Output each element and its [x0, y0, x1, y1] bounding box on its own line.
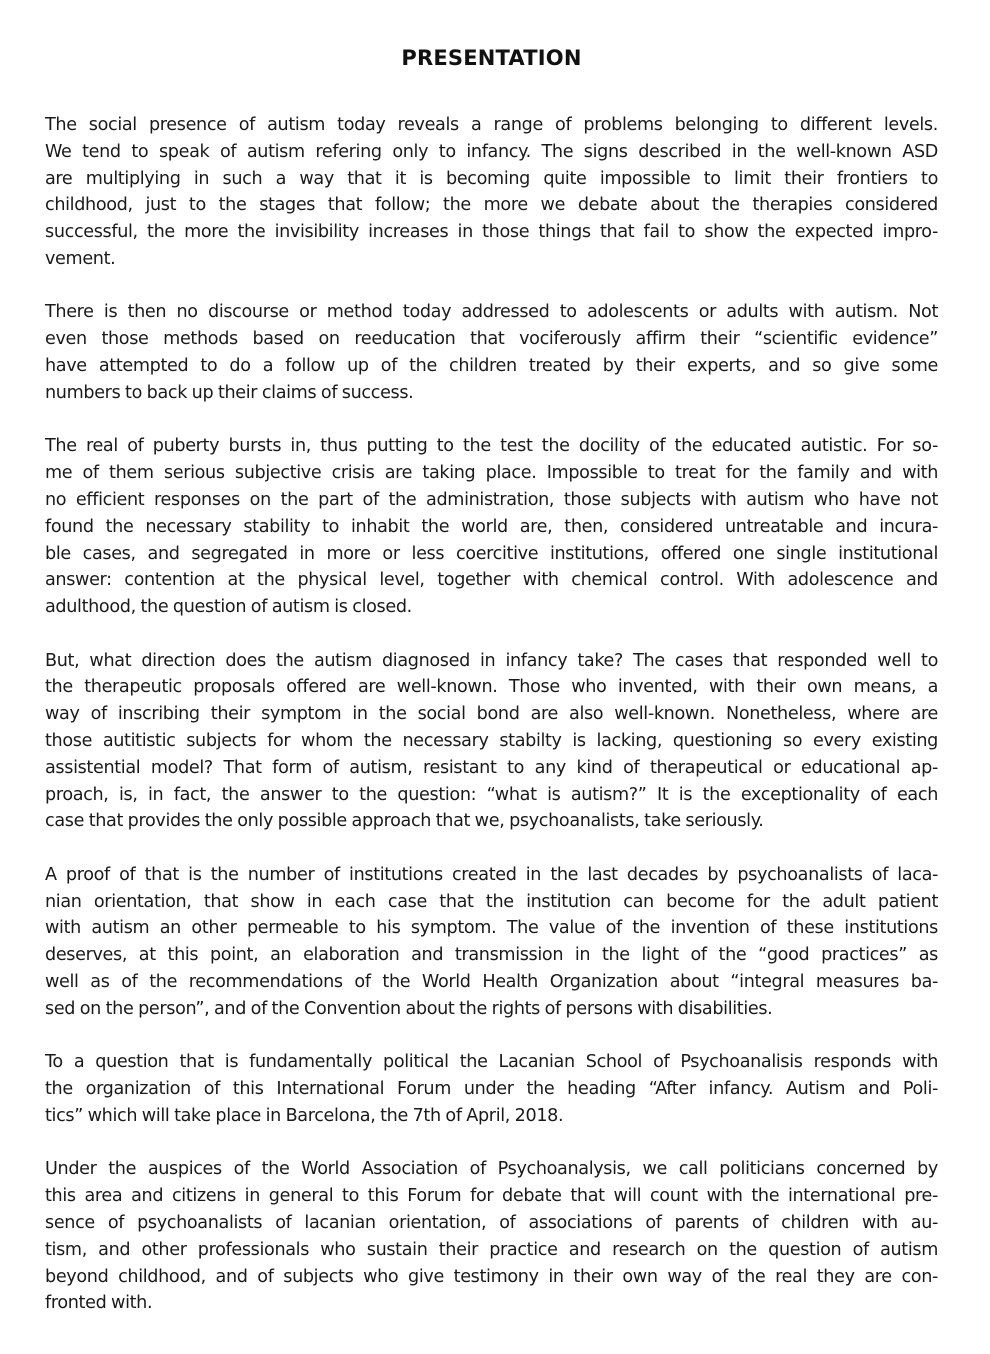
paragraph-line: even those methods based on reeducation that vociferously affirm their “scientific evidence”: [45, 329, 938, 350]
document-body: [45, 112, 938, 1317]
paragraph-line: no efficient responses on the part of the administration, those subjects with autism who have not: [45, 489, 938, 510]
paragraph-line: assistential model? That form of autism, resistant to any kind of therapeutical or educational ap-: [45, 757, 938, 778]
paragraph-line: those autitistic subjects for whom the necessary stabilty is lacking, questioning so every existing: [45, 731, 938, 751]
paragraph: [45, 433, 938, 621]
paragraph-line: have attempted to do a follow up of the children treated by their experts, and so give some: [45, 356, 938, 377]
paragraph-line: The social presence of autism today reveals a range of problems belonging to different levels.: [45, 115, 938, 135]
paragraph: [45, 1049, 938, 1129]
paragraph-line: numbers to back up their claims of success.: [45, 382, 414, 403]
paragraph: [45, 112, 938, 273]
paragraph-line: beyond childhood, and of subjects who give testimony in their own way of the real they are con-: [45, 1266, 938, 1287]
paragraph-line: But, what direction does the autism diagnosed in infancy take? The cases that responded well to: [45, 650, 938, 671]
paragraph-line: successful, the more the invisibility increases in those things that fail to show the expected impro-: [45, 222, 938, 243]
paragraph-line: tics” which will take place in Barcelona, the 7th of April, 2018.: [45, 1105, 564, 1126]
document-page: [45, 42, 938, 1344]
paragraph-line: the therapeutic proposals offered are well-known. Those who invented, with their own means, a: [45, 677, 938, 698]
paragraph-line: Under the auspices of the World Association of Psychoanalysis, we call politicians concerned by: [45, 1159, 938, 1180]
paragraph-line: vement.: [45, 248, 116, 269]
paragraph-line: with autism an other permeable to his symptom. The value of the invention of these institutions: [45, 918, 938, 939]
paragraph-line: childhood, just to the stages that follow; the more we debate about the therapies considered: [45, 195, 938, 216]
paragraph-line: case that provides the only possible approach that we, psychoanalists, take seriously.: [45, 811, 764, 832]
paragraph-line: me of them serious subjective crisis are taking place. Impossible to treat for the family and with: [45, 463, 938, 484]
paragraph-line: adulthood, the question of autism is closed.: [45, 597, 412, 618]
paragraph-line: deserves, at this point, an elaboration and transmission in the light of the “good practices” as: [45, 945, 938, 966]
paragraph-line: this area and citizens in general to this Forum for debate that will count with the international pre-: [45, 1186, 938, 1207]
paragraph-line: tism, and other professionals who sustain their practice and research on the question of autism: [45, 1239, 938, 1260]
paragraph-line: fronted with.: [45, 1293, 153, 1314]
paragraph: [45, 648, 938, 836]
paragraph-line: To a question that is fundamentally political the Lacanian School of Psychoanalisis responds with: [45, 1052, 938, 1073]
paragraph-line: are multiplying in such a way that it is becoming quite impossible to limit their frontiers to: [45, 168, 938, 189]
paragraph-line: sed on the person”, and of the Convention about the rights of persons with disabilities.: [45, 998, 773, 1019]
paragraph-line: There is then no discourse or method today addressed to adolescents or adults with autism. Not: [45, 302, 938, 323]
paragraph-line: the organization of this International Forum under the heading “After infancy. Autism and Poli-: [45, 1079, 938, 1100]
paragraph-line: The real of puberty bursts in, thus putting to the test the docility of the educated autistic. For so-: [45, 436, 938, 457]
paragraph-line: found the necessary stability to inhabit the world are, then, considered untreatable and incura-: [45, 516, 938, 537]
paragraph-line: sence of psychoanalists of lacanian orientation, of associations of parents of children with au-: [45, 1213, 938, 1234]
paragraph-line: well as of the recommendations of the World Health Organization about “integral measures ba-: [45, 972, 938, 993]
paragraph-line: nian orientation, that show in each case that the institution can become for the adult patient: [45, 891, 938, 912]
paragraph: [45, 299, 938, 406]
paragraph-line: proach, is, in fact, the answer to the question: “what is autism?” It is the exceptionality of each: [45, 784, 938, 805]
paragraph-line: ble cases, and segregated in more or less coercitive institutions, offered one single institutional: [45, 543, 938, 564]
paragraph-line: A proof of that is the number of institutions created in the last decades by psychoanalists of laca-: [45, 864, 938, 885]
page-title: PRESENTATION: [401, 46, 582, 70]
paragraph-line: way of inscribing their symptom in the social bond are also well-known. Nonetheless, where are: [45, 704, 938, 725]
paragraph: [45, 862, 938, 1023]
paragraph-line: answer: contention at the physical level, together with chemical control. With adolescence and: [45, 570, 938, 591]
paragraph: [45, 1156, 938, 1317]
paragraph-line: We tend to speak of autism refering only to infancy. The signs described in the well-known ASD: [45, 141, 938, 162]
